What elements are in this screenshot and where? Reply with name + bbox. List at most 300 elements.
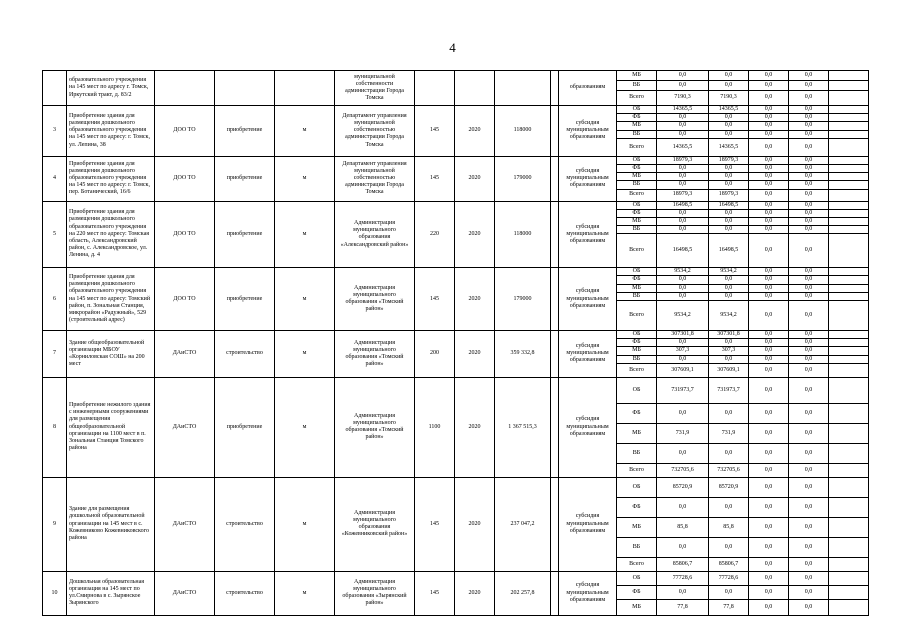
amount-total: 16498,5 (657, 234, 709, 268)
amount-2022: 0,0 (789, 347, 829, 355)
empty-cell (829, 226, 869, 234)
budget-type: ВБ (617, 355, 657, 363)
empty-cell (829, 122, 869, 130)
estimated-cost: 359 332,8 (495, 331, 551, 378)
budget-type: ОБ (617, 156, 657, 164)
organization: Департамент управления муниципальной собственностью администрации Города Томска (335, 156, 415, 201)
objects-table (42, 70, 869, 616)
budget-type: ВБ (617, 443, 657, 463)
empty-cell (829, 201, 869, 209)
empty-cell (551, 477, 559, 571)
amount-2022: 0,0 (789, 339, 829, 347)
amount-2022: 0,0 (789, 557, 829, 571)
investment-type: строительство (215, 331, 275, 378)
row-number: 4 (43, 156, 67, 201)
unit: м (275, 201, 335, 268)
amount-2022: 0,0 (789, 81, 829, 91)
amount-2020: 0,0 (709, 71, 749, 81)
amount-2022: 0,0 (789, 355, 829, 363)
customer: ДАиСТО (155, 331, 215, 378)
customer: ДОО ТО (155, 201, 215, 268)
row-number: 8 (43, 377, 67, 477)
object-name: Приобретение здания для размещения дошкольного образовательного учреждения на 145 мест по адресу: Томский район, п. Зональная Станция, микрорайон «Радужный», 529 (строительный адрес) (67, 268, 155, 331)
estimated-cost: 118000 (495, 201, 551, 268)
customer: ДАиСТО (155, 377, 215, 477)
amount-2022: 0,0 (789, 585, 829, 599)
budget-type: ОБ (617, 106, 657, 114)
year: 2020 (455, 331, 495, 378)
amount-2020: 0,0 (709, 114, 749, 122)
amount-2020: 85806,7 (709, 557, 749, 571)
empty-cell (829, 189, 869, 201)
object-name: Приобретение здания для размещения дошкольного образовательного учреждения на 145 мест по адресу: г. Томск, пер. Ботанический, 16/6 (67, 156, 155, 201)
amount-total: 0,0 (657, 164, 709, 172)
unit: м (275, 377, 335, 477)
empty-cell (829, 156, 869, 164)
amount-2020: 16498,5 (709, 234, 749, 268)
amount-2020: 0,0 (709, 276, 749, 284)
amount-total: 307609,1 (657, 363, 709, 377)
amount-2022: 0,0 (789, 571, 829, 585)
amount-2020: 732705,6 (709, 463, 749, 477)
funding-source: субсидия муниципальным образованиям (559, 571, 617, 615)
amount-2022: 0,0 (789, 71, 829, 81)
budget-type: ОБ (617, 268, 657, 276)
amount-2020: 9534,2 (709, 301, 749, 331)
amount-2021: 0,0 (749, 355, 789, 363)
amount-2021: 0,0 (749, 173, 789, 181)
amount-2022: 0,0 (789, 463, 829, 477)
amount-2022: 0,0 (789, 122, 829, 130)
estimated-cost: 179000 (495, 268, 551, 331)
investment-type: приобретение (215, 156, 275, 201)
amount-total: 9534,2 (657, 301, 709, 331)
amount-2020: 731973,7 (709, 377, 749, 403)
investment-type: строительство (215, 571, 275, 615)
budget-type: ВБ (617, 226, 657, 234)
year: 2020 (455, 477, 495, 571)
amount-2022: 0,0 (789, 114, 829, 122)
amount-total: 85806,7 (657, 557, 709, 571)
empty-cell (829, 377, 869, 403)
empty-cell (551, 268, 559, 331)
amount-2021: 0,0 (749, 403, 789, 423)
empty-cell (829, 571, 869, 585)
amount-total: 77,8 (657, 599, 709, 615)
empty-cell (829, 209, 869, 217)
amount-2021: 0,0 (749, 276, 789, 284)
amount-total: 0,0 (657, 339, 709, 347)
amount-2021: 0,0 (749, 292, 789, 300)
budget-type: МБ (617, 347, 657, 355)
amount-2022: 0,0 (789, 268, 829, 276)
amount-2021: 0,0 (749, 71, 789, 81)
object-name: Здание общеобразовательной организации МБОУ «Корниловская СОШ» на 200 мест (67, 331, 155, 378)
customer: ДОО ТО (155, 156, 215, 201)
amount-2022: 0,0 (789, 201, 829, 209)
estimated-cost: 237 047,2 (495, 477, 551, 571)
amount-2020: 77,8 (709, 599, 749, 615)
amount-2021: 0,0 (749, 164, 789, 172)
amount-2021: 0,0 (749, 138, 789, 156)
amount-2021: 0,0 (749, 268, 789, 276)
amount-2021: 0,0 (749, 557, 789, 571)
empty-cell (829, 173, 869, 181)
amount-total: 0,0 (657, 537, 709, 557)
amount-2020: 307,3 (709, 347, 749, 355)
amount-2021: 0,0 (749, 234, 789, 268)
amount-total: 731973,7 (657, 377, 709, 403)
funding-source: субсидия муниципальным образованиям (559, 331, 617, 378)
amount-total: 732705,6 (657, 463, 709, 477)
unit: м (275, 106, 335, 157)
budget-type: ФБ (617, 209, 657, 217)
amount-total: 0,0 (657, 122, 709, 130)
customer (155, 71, 215, 106)
year (455, 71, 495, 106)
capacity: 1100 (415, 377, 455, 477)
amount-total: 18979,3 (657, 156, 709, 164)
empty-cell (829, 363, 869, 377)
empty-cell (829, 301, 869, 331)
amount-2020: 0,0 (709, 217, 749, 225)
table-row (43, 156, 869, 164)
amount-2020: 0,0 (709, 81, 749, 91)
amount-2021: 0,0 (749, 331, 789, 339)
empty-cell (829, 403, 869, 423)
budget-type: ФБ (617, 339, 657, 347)
investment-type: приобретение (215, 201, 275, 268)
empty-cell (829, 585, 869, 599)
amount-2020: 85720,9 (709, 477, 749, 497)
amount-2022: 0,0 (789, 276, 829, 284)
amount-2020: 731,9 (709, 423, 749, 443)
row-number: 3 (43, 106, 67, 157)
organization: Администрация муниципального образования «Кожевниковский район» (335, 477, 415, 571)
empty-cell (829, 217, 869, 225)
amount-2021: 0,0 (749, 537, 789, 557)
capacity: 200 (415, 331, 455, 378)
table-row (43, 477, 869, 497)
year: 2020 (455, 377, 495, 477)
empty-cell (829, 599, 869, 615)
amount-2022: 0,0 (789, 497, 829, 517)
amount-2021: 0,0 (749, 463, 789, 477)
budget-type: Всего (617, 557, 657, 571)
amount-2022: 0,0 (789, 234, 829, 268)
budget-type: МБ (617, 122, 657, 130)
amount-2021: 0,0 (749, 217, 789, 225)
amount-2022: 0,0 (789, 443, 829, 463)
investment-type: приобретение (215, 106, 275, 157)
amount-2021: 0,0 (749, 363, 789, 377)
amount-2021: 0,0 (749, 226, 789, 234)
amount-2020: 0,0 (709, 443, 749, 463)
empty-cell (829, 81, 869, 91)
table-row (43, 377, 869, 403)
amount-2020: 0,0 (709, 130, 749, 138)
budget-type: ФБ (617, 585, 657, 599)
budget-type: МБ (617, 71, 657, 81)
budget-type: МБ (617, 423, 657, 443)
empty-cell (829, 130, 869, 138)
amount-2021: 0,0 (749, 517, 789, 537)
capacity: 145 (415, 268, 455, 331)
row-number: 10 (43, 571, 67, 615)
amount-2020: 0,0 (709, 355, 749, 363)
funding-source: образованиям (559, 71, 617, 106)
amount-2022: 0,0 (789, 517, 829, 537)
estimated-cost: 118000 (495, 106, 551, 157)
unit: м (275, 331, 335, 378)
investment-type: приобретение (215, 268, 275, 331)
empty-cell (829, 463, 869, 477)
amount-total: 77728,6 (657, 571, 709, 585)
unit (275, 71, 335, 106)
amount-total: 7190,3 (657, 91, 709, 106)
amount-2021: 0,0 (749, 156, 789, 164)
amount-total: 0,0 (657, 226, 709, 234)
year: 2020 (455, 106, 495, 157)
amount-2022: 0,0 (789, 91, 829, 106)
amount-2020: 0,0 (709, 537, 749, 557)
empty-cell (551, 106, 559, 157)
amount-2021: 0,0 (749, 477, 789, 497)
organization: Администрация муниципального образования «Томский район» (335, 377, 415, 477)
amount-total: 731,9 (657, 423, 709, 443)
budget-type: Всего (617, 138, 657, 156)
amount-total: 0,0 (657, 114, 709, 122)
estimated-cost: 202 257,8 (495, 571, 551, 615)
budget-type: МБ (617, 217, 657, 225)
amount-2022: 0,0 (789, 130, 829, 138)
amount-2021: 0,0 (749, 497, 789, 517)
year: 2020 (455, 201, 495, 268)
empty-cell (551, 71, 559, 106)
amount-2020: 0,0 (709, 164, 749, 172)
amount-2020: 0,0 (709, 209, 749, 217)
investment-type (215, 71, 275, 106)
amount-total: 307,3 (657, 347, 709, 355)
budget-type: Всего (617, 463, 657, 477)
amount-2020: 0,0 (709, 181, 749, 189)
empty-cell (829, 355, 869, 363)
table-row (43, 268, 869, 276)
customer: ДАиСТО (155, 571, 215, 615)
object-name: образовательного учреждения на 145 мест по адресу г. Томск, Иркутский тракт, д. 83/2 (67, 71, 155, 106)
amount-2021: 0,0 (749, 122, 789, 130)
amount-total: 0,0 (657, 130, 709, 138)
amount-total: 0,0 (657, 443, 709, 463)
budget-type: ВБ (617, 130, 657, 138)
budget-type: МБ (617, 284, 657, 292)
amount-2020: 0,0 (709, 585, 749, 599)
table-row (43, 201, 869, 209)
empty-cell (829, 477, 869, 497)
amount-2022: 0,0 (789, 209, 829, 217)
amount-2022: 0,0 (789, 226, 829, 234)
amount-2020: 16498,5 (709, 201, 749, 209)
amount-2020: 0,0 (709, 284, 749, 292)
budget-type: ФБ (617, 114, 657, 122)
estimated-cost (495, 71, 551, 106)
amount-2022: 0,0 (789, 106, 829, 114)
table-row (43, 106, 869, 114)
empty-cell (829, 138, 869, 156)
budget-type: ВБ (617, 292, 657, 300)
amount-2021: 0,0 (749, 423, 789, 443)
amount-2022: 0,0 (789, 477, 829, 497)
funding-source: субсидия муниципальным образованиям (559, 106, 617, 157)
amount-2020: 0,0 (709, 226, 749, 234)
amount-2021: 0,0 (749, 443, 789, 463)
customer: ДОО ТО (155, 106, 215, 157)
capacity (415, 71, 455, 106)
amount-2022: 0,0 (789, 164, 829, 172)
empty-cell (829, 91, 869, 106)
amount-2021: 0,0 (749, 339, 789, 347)
budget-type: ОБ (617, 201, 657, 209)
empty-cell (829, 443, 869, 463)
organization: Администрация муниципального образования «Александровский район» (335, 201, 415, 268)
amount-2020: 0,0 (709, 122, 749, 130)
empty-cell (551, 331, 559, 378)
empty-cell (829, 517, 869, 537)
amount-2020: 307301,8 (709, 331, 749, 339)
amount-2020: 9534,2 (709, 268, 749, 276)
organization: муниципальной собственности администрации Города Томска (335, 71, 415, 106)
row-number: 6 (43, 268, 67, 331)
amount-total: 0,0 (657, 276, 709, 284)
amount-total: 0,0 (657, 81, 709, 91)
amount-2021: 0,0 (749, 377, 789, 403)
empty-cell (551, 377, 559, 477)
amount-total: 16498,5 (657, 201, 709, 209)
amount-total: 0,0 (657, 403, 709, 423)
capacity: 145 (415, 477, 455, 571)
table-row (43, 331, 869, 339)
amount-2020: 0,0 (709, 292, 749, 300)
amount-2020: 18979,3 (709, 156, 749, 164)
amount-2022: 0,0 (789, 331, 829, 339)
amount-total: 0,0 (657, 71, 709, 81)
budget-type: ФБ (617, 403, 657, 423)
amount-2020: 307609,1 (709, 363, 749, 377)
unit: м (275, 268, 335, 331)
empty-cell (829, 276, 869, 284)
organization: Администрация муниципального образования «Зырянский район» (335, 571, 415, 615)
capacity: 145 (415, 156, 455, 201)
empty-cell (829, 423, 869, 443)
amount-2020: 0,0 (709, 173, 749, 181)
empty-cell (829, 557, 869, 571)
unit: м (275, 571, 335, 615)
budget-type: ФБ (617, 276, 657, 284)
year: 2020 (455, 156, 495, 201)
amount-2021: 0,0 (749, 571, 789, 585)
amount-2020: 85,8 (709, 517, 749, 537)
budget-type: ОБ (617, 571, 657, 585)
amount-2022: 0,0 (789, 189, 829, 201)
funding-source: субсидия муниципальным образованиям (559, 268, 617, 331)
empty-cell (551, 156, 559, 201)
empty-cell (829, 268, 869, 276)
empty-cell (829, 284, 869, 292)
empty-cell (829, 347, 869, 355)
estimated-cost: 1 367 515,3 (495, 377, 551, 477)
amount-2020: 18979,3 (709, 189, 749, 201)
amount-2021: 0,0 (749, 301, 789, 331)
amount-total: 0,0 (657, 284, 709, 292)
amount-2020: 0,0 (709, 497, 749, 517)
amount-2020: 77728,6 (709, 571, 749, 585)
amount-2021: 0,0 (749, 599, 789, 615)
amount-total: 14365,5 (657, 106, 709, 114)
budget-type: МБ (617, 517, 657, 537)
organization: Департамент управления муниципальной собственностью администрации Города Томска (335, 106, 415, 157)
funding-source: субсидия муниципальным образованиям (559, 156, 617, 201)
budget-type: ФБ (617, 164, 657, 172)
amount-total: 0,0 (657, 217, 709, 225)
amount-total: 0,0 (657, 497, 709, 517)
funding-source: субсидия муниципальным образованиям (559, 477, 617, 571)
amount-2022: 0,0 (789, 217, 829, 225)
budget-type: ВБ (617, 537, 657, 557)
empty-cell (829, 537, 869, 557)
amount-total: 0,0 (657, 292, 709, 300)
amount-2022: 0,0 (789, 423, 829, 443)
capacity: 145 (415, 106, 455, 157)
budget-type: ОБ (617, 377, 657, 403)
page-number: 4 (449, 40, 456, 55)
amount-total: 14365,5 (657, 138, 709, 156)
amount-total: 9534,2 (657, 268, 709, 276)
capacity: 145 (415, 571, 455, 615)
budget-type: ОБ (617, 331, 657, 339)
empty-cell (829, 114, 869, 122)
amount-2022: 0,0 (789, 599, 829, 615)
amount-2022: 0,0 (789, 377, 829, 403)
amount-2020: 0,0 (709, 339, 749, 347)
organization: Администрация муниципального образования «Томский район» (335, 331, 415, 378)
object-name: Приобретение нежилого здания с инженерными сооружениями для размещения общеобразовательной организации на 1100 мест в п. Зональная Станция Томского района (67, 377, 155, 477)
budget-type: Всего (617, 234, 657, 268)
empty-cell (829, 497, 869, 517)
amount-2021: 0,0 (749, 106, 789, 114)
budget-type: ВБ (617, 181, 657, 189)
object-name: Приобретение здания для размещения дошкольного образовательного учреждения на 220 мест по адресу: Томская область, Александровский район, с. Александровское, ул. Ленина, д. 4 (67, 201, 155, 268)
organization: Администрация муниципального образования «Томский район» (335, 268, 415, 331)
unit: м (275, 477, 335, 571)
amount-2021: 0,0 (749, 91, 789, 106)
amount-2021: 0,0 (749, 114, 789, 122)
amount-2022: 0,0 (789, 537, 829, 557)
amount-2022: 0,0 (789, 403, 829, 423)
row-number: 7 (43, 331, 67, 378)
amount-total: 0,0 (657, 209, 709, 217)
object-name: Здание для размещения дошкольной образовательной организации на 145 мест в с. Кожевниково Кожевниковского района (67, 477, 155, 571)
object-name: Приобретение здания для размещения дошкольного образовательного учреждения на 145 мест по адресу: г. Томск, ул. Лепина, 38 (67, 106, 155, 157)
row-number: 5 (43, 201, 67, 268)
amount-total: 85720,9 (657, 477, 709, 497)
table-row (43, 571, 869, 585)
amount-2020: 14365,5 (709, 138, 749, 156)
budget-type: Всего (617, 189, 657, 201)
budget-type: МБ (617, 173, 657, 181)
empty-cell (829, 164, 869, 172)
customer: ДАиСТО (155, 477, 215, 571)
empty-cell (829, 331, 869, 339)
